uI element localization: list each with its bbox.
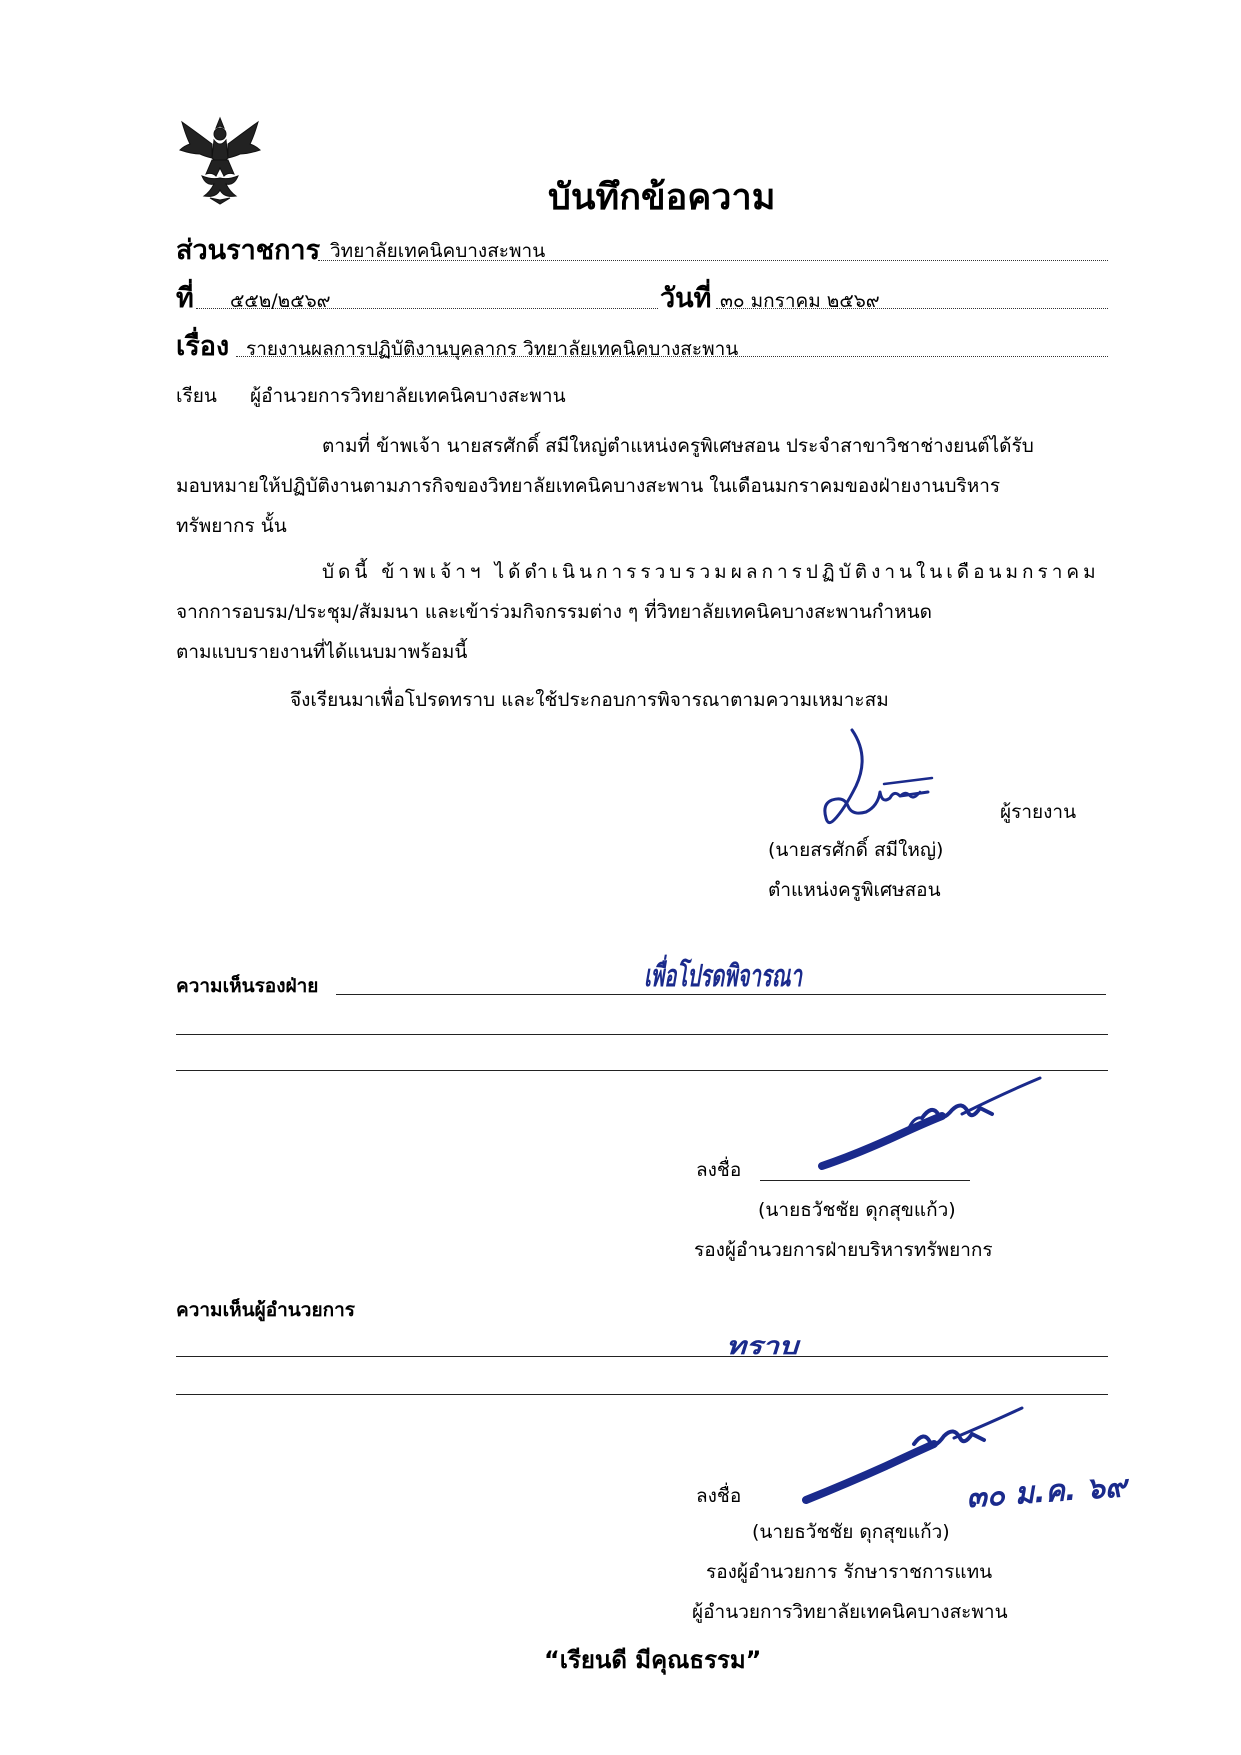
director-opinion-heading: ความเห็นผู้อำนวยการ xyxy=(176,1299,355,1321)
deputy-signature-line xyxy=(760,1180,970,1181)
deputy-name: (นายธวัชชัย ดุกสุขแก้ว) xyxy=(758,1199,956,1221)
director-sign-label: ลงชื่อ xyxy=(696,1485,742,1507)
deputy-sign-label: ลงชื่อ xyxy=(696,1159,742,1181)
deputy-opinion-heading: ความเห็นรองฝ่าย xyxy=(176,975,319,997)
number-dotted-line xyxy=(196,308,658,309)
motto: “เรียนดี มีคุณธรรม” xyxy=(544,1646,762,1674)
director-comment-text: ทราบ xyxy=(726,1332,802,1360)
deputy-opinion-line-2 xyxy=(176,1034,1108,1035)
closing-sentence: จึงเรียนมาเพื่อโปรดทราบ และใช้ประกอบการพิจารณาตามความเหมาะสม xyxy=(290,689,889,711)
date-value: ๓๐ มกราคม ๒๕๖๙ xyxy=(720,290,880,312)
reporter-signature xyxy=(810,726,950,836)
number-label: ที่ xyxy=(176,283,194,314)
paragraph-1-line-2: มอบหมายให้ปฏิบัติงานตามภารกิจของวิทยาลัยเทคนิคบางสะพาน ในเดือนมกราคมของฝ่ายงานบริหาร xyxy=(176,475,1001,497)
date-dotted-line xyxy=(716,308,1108,309)
salutation-label: เรียน xyxy=(176,385,217,407)
reporter-name: (นายสรศักดิ์ สมีใหญ่) xyxy=(768,839,944,861)
subject-dotted-line xyxy=(236,356,1108,357)
director-date-text: ๓๐ ม.ค. ๖๙ xyxy=(965,1468,1131,1516)
department-value: วิทยาลัยเทคนิคบางสะพาน xyxy=(330,240,546,262)
director-position-line-1: รองผู้อำนวยการ รักษาราชการแทน xyxy=(706,1561,993,1583)
paragraph-1-line-1: ตามที่ ข้าพเจ้า นายสรศักดิ์ สมีใหญ่ตำแหน่งครูพิเศษสอน ประจำสาขาวิชาช่างยนต์ได้รับ xyxy=(322,435,1034,457)
deputy-comment-text: เพื่อโปรดพิจารณา xyxy=(644,959,878,994)
deputy-handwritten-comment xyxy=(640,932,878,994)
reporter-role: ผู้รายงาน xyxy=(1000,801,1077,823)
subject-label: เรื่อง xyxy=(176,331,230,362)
number-value: ๕๕๒/๒๕๖๙ xyxy=(230,290,331,312)
paragraph-2-line-2: จากการอบรม/ประชุม/สัมมนา และเข้าร่วมกิจกรรมต่าง ๆ ที่วิทยาลัยเทคนิคบางสะพานกำหนด xyxy=(176,601,932,623)
deputy-position: รองผู้อำนวยการฝ่ายบริหารทรัพยากร xyxy=(694,1239,993,1261)
reporter-position: ตำแหน่งครูพิเศษสอน xyxy=(768,879,941,901)
deputy-opinion-line-3 xyxy=(176,1070,1108,1071)
deputy-signature xyxy=(812,1074,1052,1174)
director-opinion-line-2 xyxy=(176,1394,1108,1395)
department-dotted-line xyxy=(318,260,1108,261)
department-label: ส่วนราชการ xyxy=(176,235,321,266)
director-handwritten-date xyxy=(962,1456,1132,1516)
garuda-emblem xyxy=(176,114,264,206)
salutation-value: ผู้อำนวยการวิทยาลัยเทคนิคบางสะพาน xyxy=(250,385,566,407)
subject-value: รายงานผลการปฏิบัติงานบุคลากร วิทยาลัยเทคนิคบางสะพาน xyxy=(246,338,739,360)
director-opinion-line-1 xyxy=(176,1356,1108,1357)
document-title: บันทึกข้อความ xyxy=(548,177,776,218)
paragraph-2-line-3: ตามแบบรายงานที่ได้แนบมาพร้อมนี้ xyxy=(176,641,468,663)
date-label: วันที่ xyxy=(660,283,712,314)
director-position-line-2: ผู้อำนวยการวิทยาลัยเทคนิคบางสะพาน xyxy=(692,1601,1008,1623)
deputy-opinion-line-1 xyxy=(336,994,1106,995)
paragraph-1-line-3: ทรัพยากร นั้น xyxy=(176,515,287,537)
paragraph-2-line-1: บัดนี้ ข้าพเจ้าฯ ได้ดำเนินการรวบรวมผลการปฏิบัติงานในเดือนมกราคม xyxy=(322,561,1100,583)
director-name: (นายธวัชชัย ดุกสุขแก้ว) xyxy=(752,1521,950,1543)
